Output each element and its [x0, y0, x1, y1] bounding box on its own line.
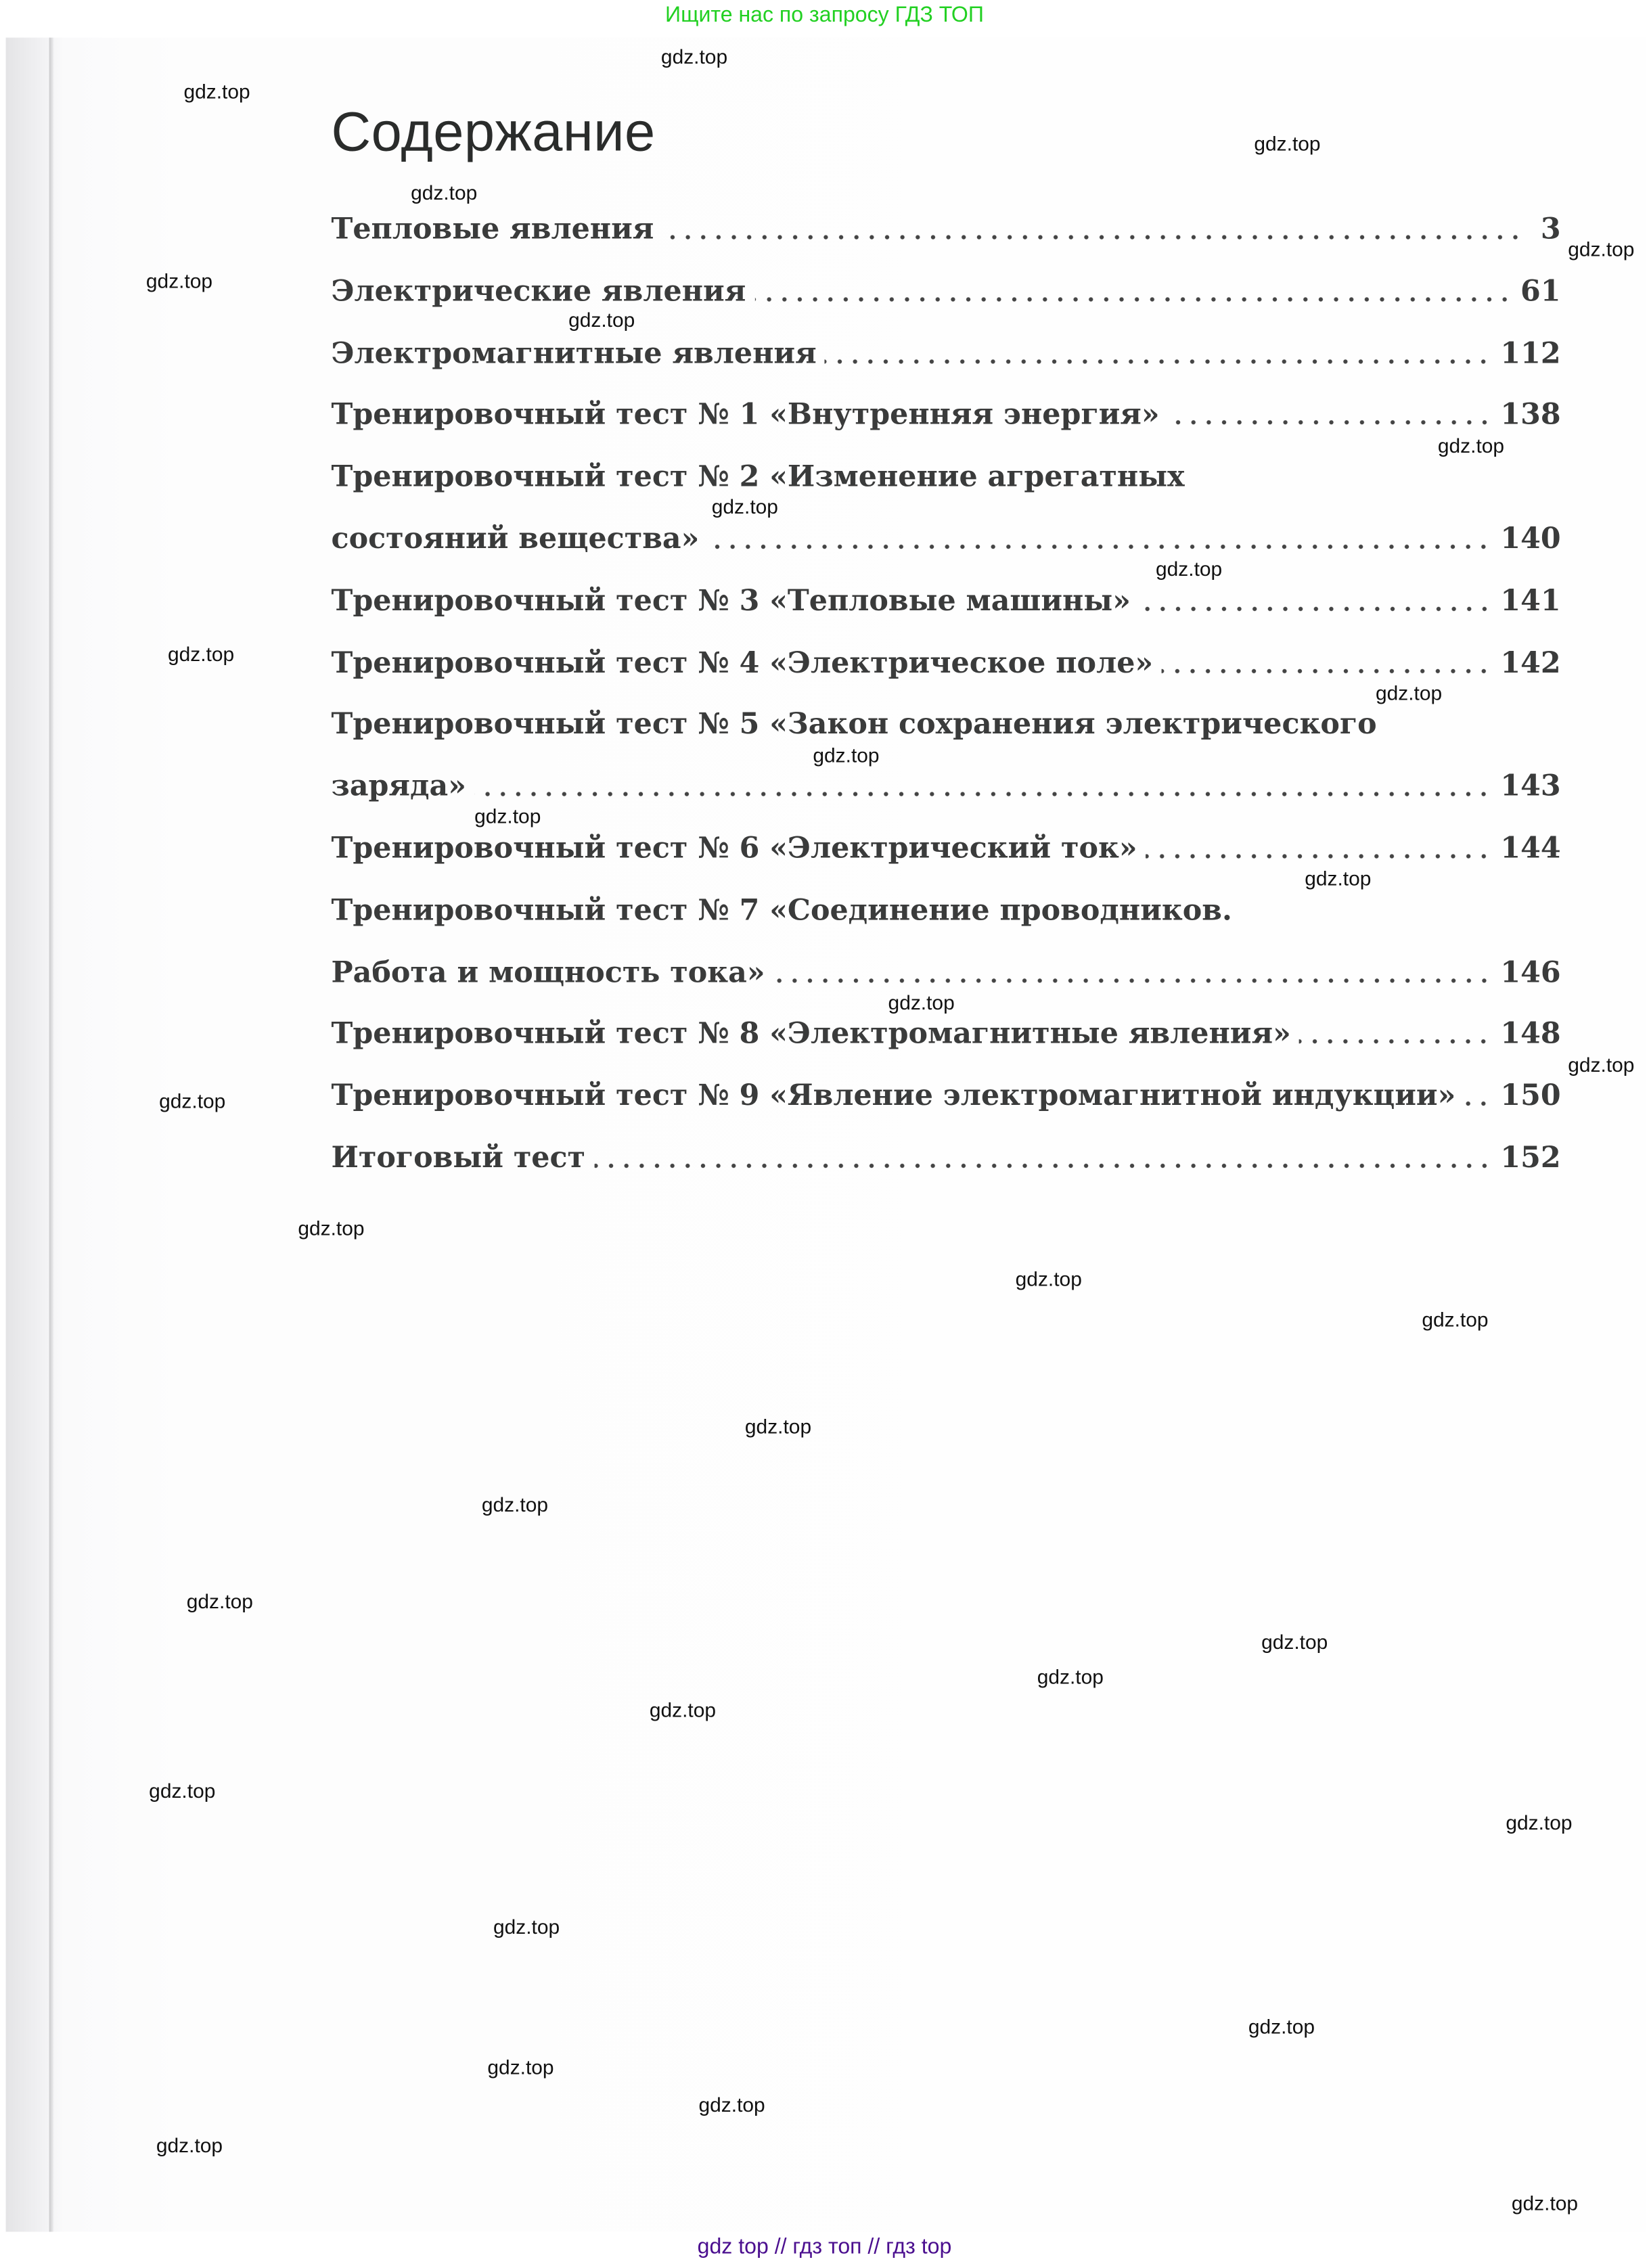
watermark: gdz.top	[167, 642, 235, 666]
watermark: gdz.top	[568, 308, 635, 332]
watermark: gdz.top	[493, 1915, 560, 1938]
watermark: gdz.top	[1511, 2191, 1579, 2215]
toc-entry	[332, 397, 1561, 459]
toc-entry-page: 141	[1500, 583, 1561, 618]
dot-leader	[662, 234, 1523, 240]
dot-leader	[594, 1163, 1492, 1169]
watermark: gdz.top	[1568, 1053, 1635, 1076]
dot-leader	[1162, 668, 1492, 674]
watermark: gdz.top	[1254, 131, 1321, 155]
toc-entry-label: Работа и мощность тока»	[331, 953, 765, 989]
toc-entry	[332, 583, 1561, 644]
toc-entry	[332, 521, 1561, 583]
toc-entry-page: 150	[1500, 1077, 1561, 1113]
toc-entry-page: 112	[1500, 335, 1561, 370]
toc-entry	[332, 706, 1561, 768]
watermark: gdz.top	[298, 1216, 365, 1240]
toc-entry-page: 152	[1500, 1139, 1561, 1175]
watermark: gdz.top	[1248, 2014, 1315, 2039]
watermark: gdz.top	[145, 269, 213, 292]
toc-entry-label: Тренировочный тест № 2 «Изменение агрегатных	[331, 459, 1185, 494]
dot-leader	[1300, 1039, 1492, 1045]
watermark: gdz.top	[1305, 866, 1372, 890]
toc-entry-page: 61	[1520, 273, 1561, 308]
watermark: gdz.top	[698, 2093, 765, 2116]
dot-leader	[825, 358, 1491, 364]
dot-leader	[1146, 853, 1491, 859]
toc-entry-label: заряда»	[331, 768, 466, 803]
toc-entry-page: 3	[1540, 211, 1561, 246]
watermark: gdz.top	[149, 1779, 216, 1802]
toc-entry-page: 143	[1500, 768, 1561, 803]
toc-entry-label: Тренировочный тест № 4 «Электрическое поле»	[331, 644, 1154, 679]
toc-entry	[332, 459, 1561, 520]
watermark: gdz.top	[1015, 1267, 1082, 1290]
toc-entry	[332, 1139, 1561, 1201]
dot-leader	[1168, 420, 1491, 426]
toc-entry	[332, 1016, 1561, 1077]
page-title: Содержание	[331, 102, 656, 164]
watermark: gdz.top	[1156, 557, 1223, 581]
toc-entry-label: Тренировочный тест № 7 «Соединение проводников.	[331, 892, 1232, 927]
watermark: gdz.top	[159, 1089, 226, 1112]
toc-entry-page: 142	[1500, 644, 1561, 679]
top-banner[interactable]: Ищите нас по запросу ГДЗ ТОП	[665, 3, 984, 28]
table-of-contents	[332, 211, 1561, 1202]
toc-entry-page: 140	[1500, 520, 1561, 555]
watermark: gdz.top	[1375, 681, 1443, 705]
watermark: gdz.top	[186, 1589, 253, 1613]
watermark: gdz.top	[813, 743, 880, 767]
watermark: gdz.top	[649, 1698, 717, 1721]
watermark: gdz.top	[1506, 1811, 1573, 1834]
toc-entry	[332, 892, 1561, 953]
toc-entry-page: 144	[1500, 830, 1561, 865]
toc-entry	[332, 830, 1561, 892]
toc-entry-page: 138	[1500, 396, 1561, 432]
toc-entry-label: Итоговый тест	[331, 1139, 586, 1175]
watermark: gdz.top	[411, 181, 478, 204]
toc-entry	[332, 211, 1561, 273]
watermark: gdz.top	[660, 45, 728, 68]
watermark: gdz.top	[1261, 1630, 1328, 1654]
toc-entry	[332, 335, 1561, 396]
toc-entry-label: Тепловые явления	[331, 211, 654, 246]
dot-leader	[1139, 606, 1492, 612]
toc-entry-label: Тренировочный тест № 8 «Электромагнитные явления»	[331, 1016, 1291, 1051]
toc-entry	[332, 273, 1561, 335]
bottom-banner[interactable]: gdz top // гдз топ // гдз top	[697, 2234, 952, 2260]
watermark: gdz.top	[1568, 237, 1635, 260]
watermark: gdz.top	[1037, 1664, 1104, 1688]
watermark: gdz.top	[156, 2133, 223, 2157]
toc-entry-label: состояний вещества»	[331, 520, 700, 555]
toc-entry-label: Электрические явления	[331, 273, 746, 308]
toc-entry-label: Тренировочный тест № 5 «Закон сохранения электрического	[331, 706, 1377, 742]
toc-entry-label: Тренировочный тест № 1 «Внутренняя энергия»	[331, 396, 1160, 432]
dot-leader	[475, 792, 1492, 798]
dot-leader	[754, 296, 1512, 302]
toc-entry-label: Тренировочный тест № 3 «Тепловые машины»	[331, 583, 1131, 618]
toc-entry-label: Тренировочный тест № 6 «Электрический ток»	[331, 830, 1137, 865]
watermark: gdz.top	[1437, 434, 1505, 457]
watermark: gdz.top	[183, 79, 250, 103]
watermark: gdz.top	[487, 2055, 554, 2079]
toc-entry-page: 148	[1500, 1016, 1561, 1051]
watermark: gdz.top	[474, 804, 541, 827]
toc-entry-page: 146	[1500, 953, 1561, 989]
dot-leader	[1464, 1101, 1491, 1107]
page-binding	[49, 38, 53, 2232]
watermark: gdz.top	[888, 991, 955, 1014]
watermark: gdz.top	[744, 1414, 812, 1438]
watermark: gdz.top	[1422, 1307, 1489, 1331]
dot-leader	[773, 977, 1491, 983]
watermark: gdz.top	[711, 495, 778, 518]
toc-entry-label: Электромагнитные явления	[331, 335, 817, 370]
toc-entry-label: Тренировочный тест № 9 «Явление электромагнитной индукции»	[331, 1077, 1456, 1113]
toc-entry	[332, 1078, 1561, 1139]
dot-leader	[708, 544, 1491, 550]
watermark: gdz.top	[481, 1493, 549, 1516]
